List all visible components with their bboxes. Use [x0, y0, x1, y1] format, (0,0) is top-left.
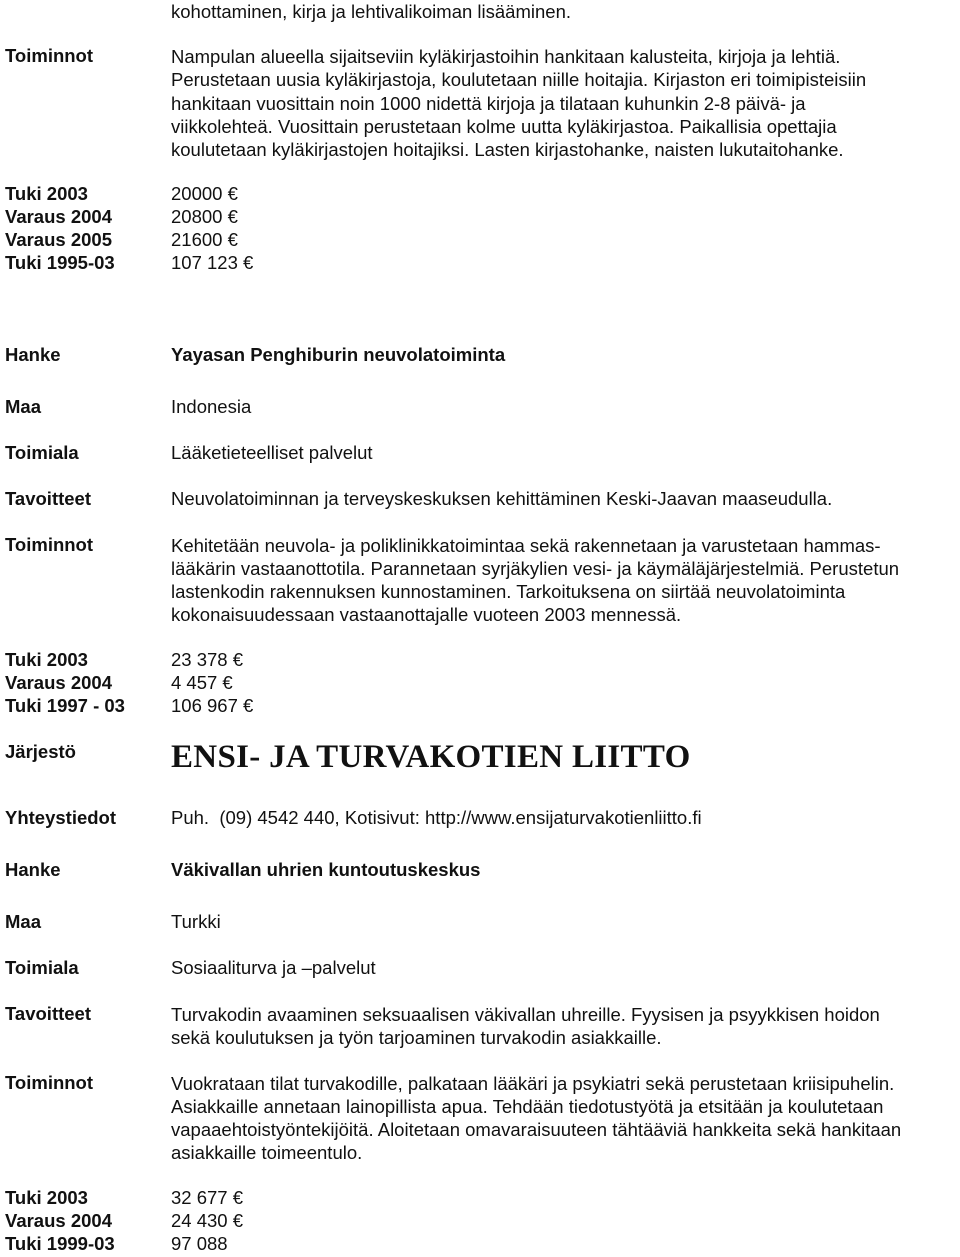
finance-row: [5, 229, 305, 253]
toiminnot-text-3: [171, 1072, 901, 1164]
finance-row: [5, 252, 305, 276]
finance-row: [5, 649, 305, 673]
finance-value: 21600 €: [171, 229, 238, 250]
finance-label: Varaus 2005: [5, 229, 112, 250]
text-line: Perustetaan uusia kyläkirjastoja, koulutetaan niille hoitajia. Kirjaston eri toimipisteisiin: [171, 69, 867, 91]
finance-label: Varaus 2004: [5, 672, 112, 693]
finance-value: 107 123 €: [171, 252, 254, 273]
maa-value-2: Indonesia: [171, 396, 252, 417]
text-line: sekä koulutuksen ja työn tarjoaminen turvakodin asiakkaille.: [171, 1027, 662, 1048]
finance-row: [5, 206, 305, 230]
toimiala-value-2: Lääketieteelliset palvelut: [171, 442, 373, 463]
toimiala-label-2: Toimiala: [5, 442, 79, 463]
toiminnot-text-2: [171, 534, 899, 626]
yhteystiedot-label: Yhteystiedot: [5, 807, 117, 828]
maa-value-3: Turkki: [171, 911, 221, 932]
text-line: vapaaehtoistyöntekijöitä. Aloitetaan omavaraisuuteen tähtääviä hankkeita sekä hankitaan: [171, 1119, 902, 1140]
tavoitteet-text-3: [171, 1003, 880, 1049]
text-line: Kehitetään neuvola- ja poliklinikkatoimintaa sekä rakennetaan ja varustetaan hammas-: [171, 535, 881, 556]
text-line: hankitaan vuosittain noin 1000 nidettä kirjoja ja tilataan kuhunkin 2-8 päivä- ja: [171, 92, 806, 114]
finance-label: Varaus 2004: [5, 1210, 112, 1231]
continuation-line: kohottaminen, kirja ja lehtivalikoiman lisääminen.: [171, 1, 571, 22]
hanke-value-2: Yayasan Penghiburin neuvolatoiminta: [171, 344, 506, 365]
hanke-value-3: Väkivallan uhrien kuntoutuskeskus: [171, 859, 481, 880]
text-line: koulutetaan kyläkirjastojen hoitajiksi. Lasten kirjastohanke, naisten lukutaitohanke.: [171, 139, 844, 161]
finance-value: 4 457 €: [171, 672, 233, 693]
text-line: viikkolehteä. Vuosittain perustetaan kolme uutta kyläkirjastoa. Paikallisia opettajia: [171, 115, 837, 137]
hanke-label-3: Hanke: [5, 859, 61, 880]
toiminnot-text-1: [171, 45, 866, 161]
tavoitteet-label-3: Tavoitteet: [5, 1003, 92, 1024]
text-line: lääkärin vastaanottotila. Parannetaan syrjäkylien vesi- ja käymäläjärjestelmiä. Perustetun: [171, 558, 900, 579]
jarjesto-label: Järjestö: [5, 741, 76, 762]
text-line: Nampulan alueella sijaitseviin kyläkirjastoihin hankitaan kalusteita, kirjoja ja lehtiä.: [171, 46, 841, 67]
finance-value: 20800 €: [171, 206, 238, 227]
finance-row: [5, 183, 305, 207]
finance-value: 20000 €: [171, 183, 238, 204]
toimiala-label-3: Toimiala: [5, 957, 79, 978]
toimiala-value-3: Sosiaaliturva ja –palvelut: [171, 957, 376, 978]
maa-label-2: Maa: [5, 396, 41, 417]
text-line: Vuokrataan tilat turvakodille, palkataan lääkäri ja psykiatri sekä perustetaan kriisipuhelin.: [171, 1073, 895, 1094]
finance-row: [5, 1233, 305, 1257]
text-line: Turvakodin avaaminen seksuaalisen väkivallan uhreille. Fyysisen ja psyykkisen hoidon: [171, 1004, 880, 1025]
yhteystiedot-value: Puh. (09) 4542 440, Kotisivut: http://www.ensijaturvakotienliitto.fi: [171, 807, 702, 828]
text-line: Asiakkaille annetaan lainopillista apua. Tehdään tiedotustyötä ja etsitään ja koulutetaan: [171, 1096, 884, 1117]
finance-label: Tuki 1995-03: [5, 252, 115, 273]
organization-name: ENSI- JA TURVAKOTIEN LIITTO: [171, 739, 691, 775]
tavoitteet-value-2: Neuvolatoiminnan ja terveyskeskuksen kehittäminen Keski-Jaavan maaseudulla.: [171, 488, 833, 509]
finance-label: Tuki 1999-03: [5, 1233, 115, 1254]
tavoitteet-label-2: Tavoitteet: [5, 488, 92, 509]
finance-row: [5, 672, 305, 696]
finance-value: 24 430 €: [171, 1210, 244, 1231]
toiminnot-label-1: Toiminnot: [5, 45, 94, 66]
finance-label: Tuki 1997 - 03: [5, 695, 125, 716]
finance-label: Tuki 2003: [5, 1187, 88, 1208]
finance-row: [5, 695, 305, 719]
toiminnot-label-2: Toiminnot: [5, 534, 94, 555]
hanke-label-2: Hanke: [5, 344, 61, 365]
finance-value: 23 378 €: [171, 649, 244, 670]
finance-row: [5, 1187, 305, 1211]
finance-value: 32 677 €: [171, 1187, 244, 1208]
finance-label: Varaus 2004: [5, 206, 112, 227]
finance-value: 106 967 €: [171, 695, 254, 716]
finance-label: Tuki 2003: [5, 183, 88, 204]
text-line: kokonaisuudessaan vastaanottajalle vuoteen 2003 mennessä.: [171, 604, 682, 625]
finance-label: Tuki 2003: [5, 649, 88, 670]
maa-label-3: Maa: [5, 911, 41, 932]
toiminnot-label-3: Toiminnot: [5, 1072, 94, 1093]
text-line: lastenkodin rakennuksen kunnostaminen. Tarkoituksena on siirtää neuvolatoiminta: [171, 581, 846, 602]
text-line: asiakkaille toimeentulo.: [171, 1142, 363, 1163]
finance-value: 97 088: [171, 1233, 228, 1254]
finance-row: [5, 1210, 305, 1234]
